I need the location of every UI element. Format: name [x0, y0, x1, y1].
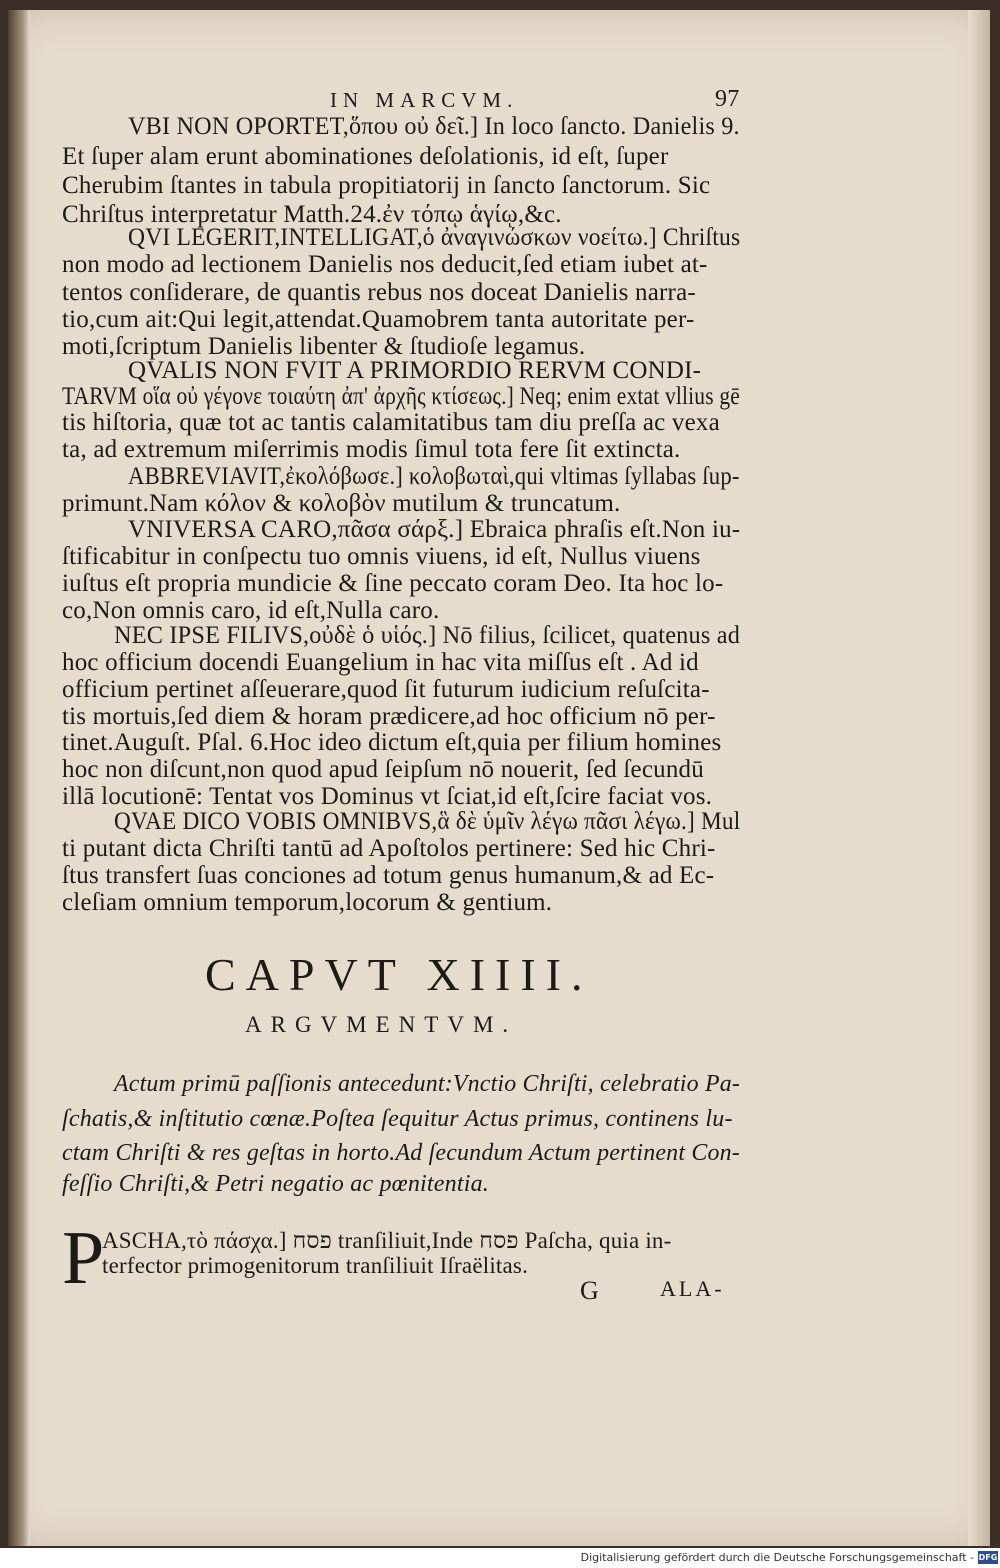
text-line: ti putant dicta Chriſti tantū ad Apoſtolos pertinere: Sed hic Chri-: [62, 835, 716, 862]
text-line: tentos conſiderare, de quantis rebus nos doceat Danielis narra-: [62, 279, 696, 306]
text-line: tis mortuis,ſed diem & horam prædicere,ad hoc officium nō per-: [62, 703, 716, 730]
text-line: VNIVERSA CARO,πᾶσα σάρξ.] Ebraica phraſis eſt.Non iu-: [128, 516, 741, 543]
text-line: ABBREVIAVIT,ἐκολόβωσε.] κολοβωταὶ,qui vltimas ſyllabas ſup-: [128, 463, 740, 490]
text-line: TARVM οἵα οὐ γέγονε τοιαύτη ἀπ' ἀρχῆς κτίσεως.] Neq; enim extat vllius gē: [62, 383, 740, 410]
text-line: tinet.Auguſt. Pſal. 6.Hoc ideo dictum eſt,quia per filium homines: [62, 729, 722, 756]
text-line: ſtificabitur in conſpectu tuo omnis viuens, id eſt, Nullus viuens: [62, 543, 701, 570]
catchword: ALA-: [660, 1276, 725, 1301]
text-line: officium pertinet aſſeuerare,quod ſit futurum iudicium reſuſcita-: [62, 676, 710, 703]
text-line: cleſiam omnium temporum,locorum & gentium.: [62, 889, 553, 916]
drop-cap: P: [62, 1216, 105, 1300]
text-line: Et ſuper alam erunt abominationes deſolationis, id eſt, ſuper: [62, 143, 669, 170]
dfg-logo: DFG: [978, 1553, 998, 1562]
text-line: terfector primogenitorum tranſiliuit Iſraëlitas.: [102, 1253, 529, 1278]
text-line: tis hiſtoria, quæ tot ac tantis calamitatibus tam diu preſſa ac vexa: [62, 409, 720, 436]
text-line: Cherubim ſtantes in tabula propitiatorij in ſancto ſanctorum. Sic: [62, 172, 711, 199]
text-line: illā locutionē: Tentat vos Dominus vt ſciat,id eſt,ſcire faciat vos.: [62, 783, 713, 810]
argument-heading: ARGVMENTVM.: [245, 1012, 518, 1037]
page-gutter: [8, 10, 30, 1546]
text-line: hoc officium docendi Euangelium in hac vita miſſus eſt . Ad id: [62, 649, 699, 676]
signature-mark: G: [580, 1276, 599, 1305]
text-line: primunt.Nam κόλον & κολοβὸν mutilum & truncatum.: [62, 490, 621, 517]
running-head: IN MARCVM.: [330, 88, 519, 112]
text-line: QVAE DICO VOBIS OMNIBVS,ἃ δὲ ὑμῖν λέγω πᾶσι λέγω.] Mul: [114, 808, 741, 835]
text-line: ASCHA,τὸ πάσχα.] פסח tranſiliuit,Inde פסח Paſcha, quia in-: [102, 1228, 672, 1253]
argument-line: ctam Chriſti & res geſtas in horto.Ad ſecundum Actum pertinent Con-: [62, 1140, 740, 1166]
text-line: moti,ſcriptum Danielis libenter & ſtudioſe legamus.: [62, 333, 586, 360]
text-line: iuſtus eſt propria mundicie & ſine peccato coram Deo. Ita hoc lo-: [62, 570, 724, 597]
text-line: QVI LEGERIT,INTELLIGAT,ὁ ἀναγινώσκων νοείτω.] Chriſtus: [128, 224, 741, 251]
text-line: QVALIS NON FVIT A PRIMORDIO RERVM CONDI-: [128, 357, 702, 384]
argument-line: Actum primū paſſionis antecedunt:Vnctio Chriſti, celebratio Pa-: [114, 1071, 741, 1097]
text-line: ſtus transfert ſuas conciones ad totum genus humanum,& ad Ec-: [62, 862, 715, 889]
text-line: tio,cum ait:Qui legit,attendat.Quamobrem tanta autoritate per-: [62, 306, 695, 333]
chapter-title: CAPVT XIIII.: [205, 949, 593, 1000]
text-line: NEC IPSE FILIVS,οὐδὲ ὁ υἱός.] Nō filius, ſcilicet, quatenus ad: [114, 622, 741, 649]
page-number: 97: [715, 86, 740, 112]
text-line: Chriſtus interpretatur Matth.24.ἐν τόπῳ ἁγίῳ,&c.: [62, 201, 562, 228]
text-line: hoc non diſcunt,non quod apud ſeipſum nō nouerit, ſed ſecundū: [62, 756, 704, 783]
argument-line: ſchatis,& inſtitutio cœnæ.Poſtea ſequitur Actus primus, continens lu-: [62, 1106, 733, 1132]
argument-line: feſſio Chriſti,& Petri negatio ac pœnitentia.: [62, 1171, 489, 1197]
text-line: non modo ad lectionem Danielis nos deducit,ſed etiam iubet at-: [62, 251, 708, 278]
funding-credit: Digitalisierung gefördert durch die Deutsche Forschungsgemeinschaft -: [580, 1551, 974, 1564]
page-edge: [968, 10, 990, 1546]
text-line: VBI NON OPORTET,ὅπου οὐ δεῖ.] In loco ſancto. Danielis 9.: [128, 113, 740, 140]
text-line: ta, ad extremum miſerrimis modis ſimul tota fere ſit extincta.: [62, 436, 681, 463]
text-line: co,Non omnis caro, id eſt,Nulla caro.: [62, 597, 440, 624]
